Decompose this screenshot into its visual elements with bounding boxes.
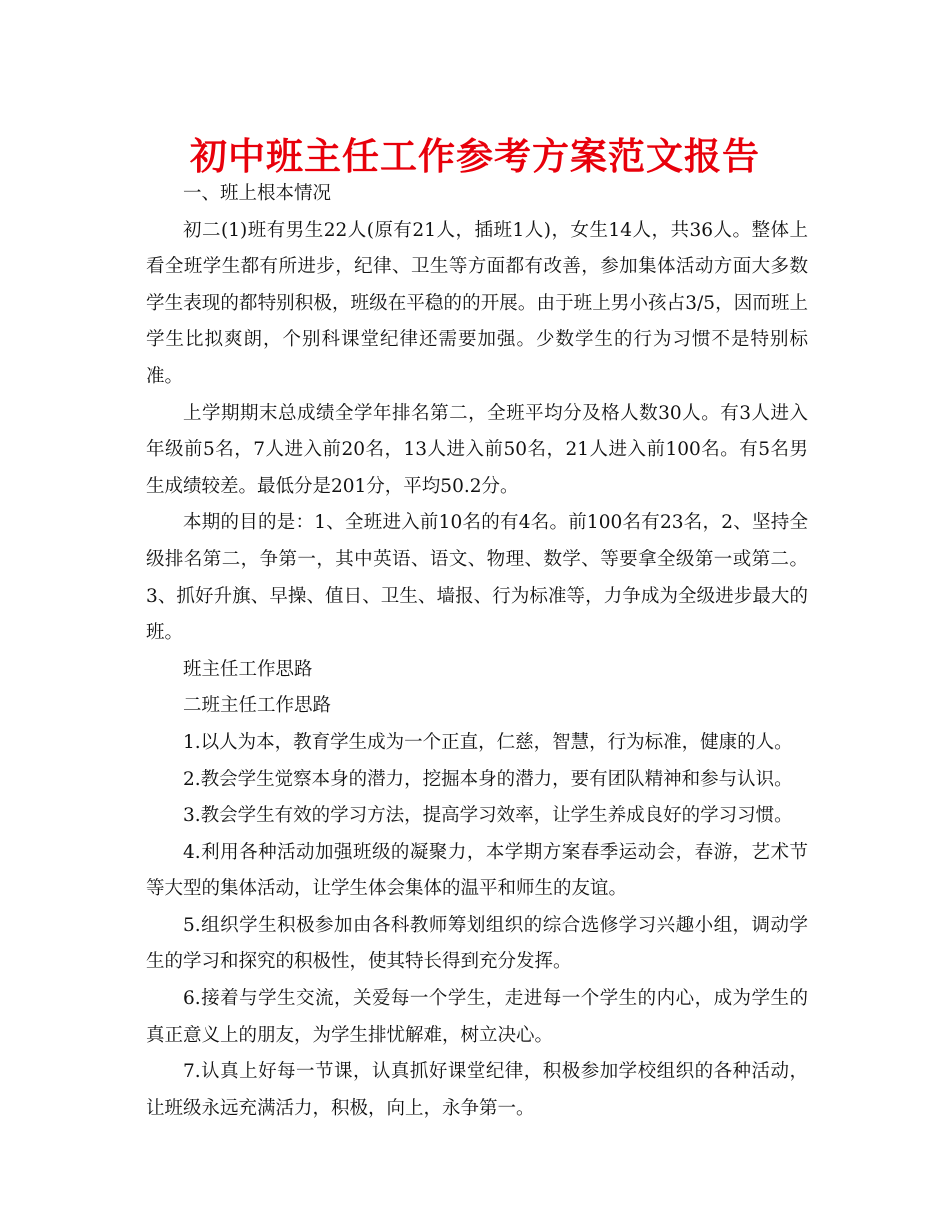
list-item-6: 6.接着与学生交流，关爱每一个学生，走进每一个学生的内心，成为学生的真正意义上的朋友，为学生排忧解难，树立决心。 [146, 988, 808, 1046]
list-item-4: 4.利用各种活动加强班级的凝聚力，本学期方案春季运动会，春游，艺术节等大型的集体活动，让学生体会集体的温平和师生的友谊。 [146, 841, 808, 900]
paragraph-class-overview: 初二(1)班有男生22人(原有21人，插班1人)，女生14人，共36人。整体上看全班学生都有所进步，纪律、卫生等方面都有改善，参加集体活动方面大多数学生表现的都特别积极，班级在平稳的的开展。由于班上男小孩占3/5，因而班上学生比拟爽朗，个别科课堂纪律还需要加强。少数学生的行为习惯不是特别标准。 [146, 219, 808, 387]
list-item-2: 2.教会学生觉察本身的潜力，挖掘本身的潜力，要有团队精神和参与认识。 [183, 768, 793, 790]
paragraph-last-term-results: 上学期期末总成绩全学年排名第二，全班平均分及格人数30人。有3人进入年级前5名，7人进入前20名，13人进入前50名，21人进入前100名。有5名男生成绩较差。最低分是201分，平均50.2分。 [146, 402, 808, 497]
list-item-5: 5.组织学生积极参加由各科教师筹划组织的综合选修学习兴趣小组，调动学生的学习和探究的积极性，使其特长得到充分发挥。 [146, 914, 808, 973]
paragraph-term-goals: 本期的目的是：1、全班进入前10名的有4名。前100名有23名，2、坚持全级排名第二，争第一，其中英语、语文、物理、数学、等要拿全级第一或第二。3、抓好升旗、早操、值日、卫生、墙报、行为标准等，力争成为全级进步最大的班。 [146, 512, 808, 644]
section-heading-work-ideas-2: 二班主任工作思路 [183, 695, 332, 717]
section-heading-work-ideas: 班主任工作思路 [183, 658, 313, 680]
document-body [146, 176, 808, 1127]
document-title: 初中班主任工作参考方案范文报告 [190, 135, 760, 178]
section-heading-basic-situation: 一、班上根本情况 [183, 183, 332, 204]
list-item-7: 7.认真上好每一节课，认真抓好课堂纪律，积极参加学校组织的各种活动，让班级永远充满活力，积极，向上，永争第一。 [146, 1061, 808, 1119]
list-item-3: 3.教会学生有效的学习方法，提高学习效率，让学生养成良好的学习习惯。 [183, 805, 793, 827]
list-item-1: 1.以人为本，教育学生成为一个正直，仁慈，智慧，行为标准，健康的人。 [183, 731, 793, 753]
